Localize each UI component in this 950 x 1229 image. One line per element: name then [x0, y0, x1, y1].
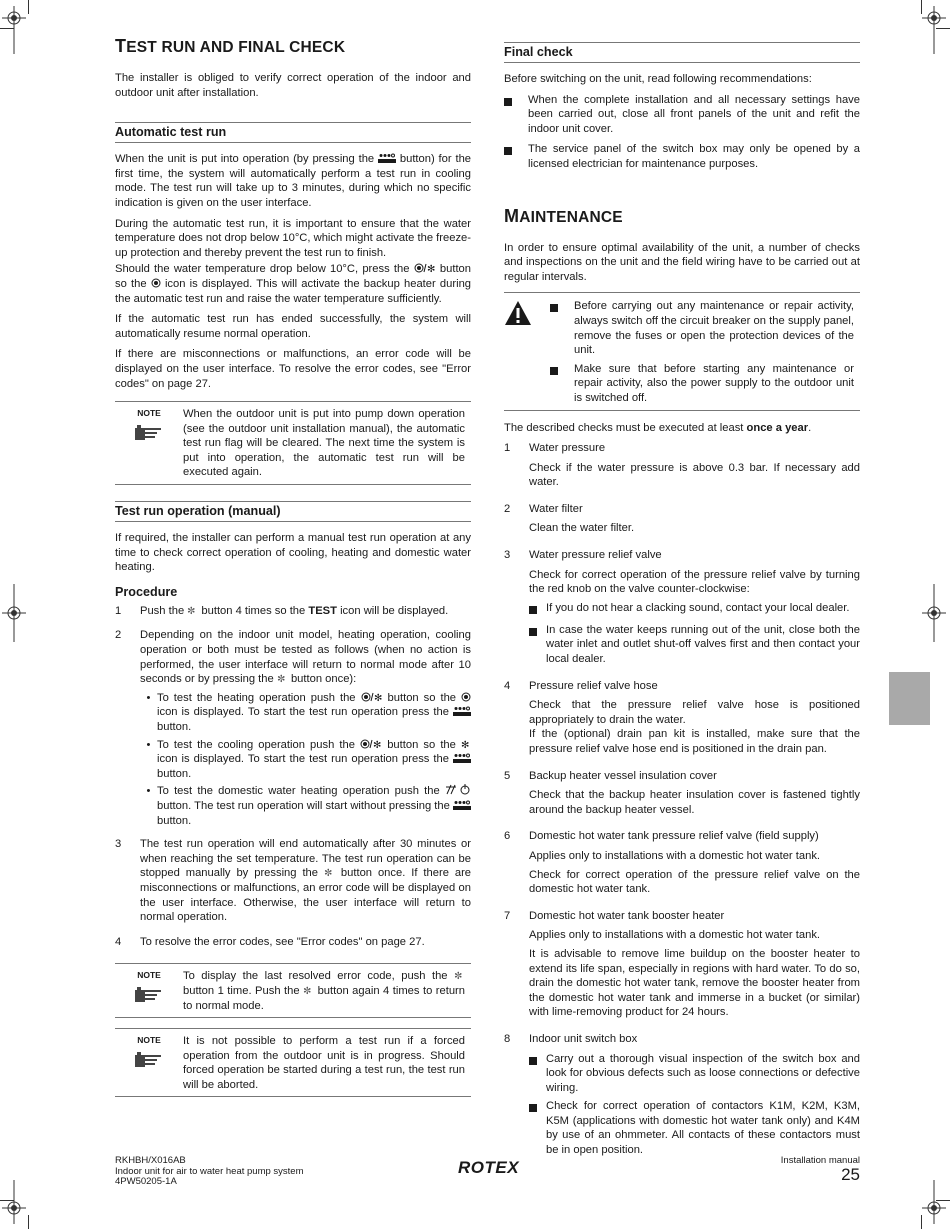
note-text: When the outdoor unit is put into pump down operation (see the outdoor unit installation manual), the automatic test run flag will be cleared. The next time the system is put into operation, the automatic test run will be executed again.	[183, 408, 465, 479]
check-bullet: If you do not hear a clacking sound, contact your local dealer.	[529, 601, 860, 619]
warning-item: Before carrying out any maintenance or repair activity, always switch off the circuit breaker on the supply panel, remove the fuses or open the protection devices of the unit.	[550, 299, 854, 357]
manual-paragraph: If required, the installer can perform a manual test run operation at any time to check correct operation of cooling, heating and domestic water heating.	[115, 532, 471, 574]
note-hand-icon	[133, 1051, 165, 1069]
maintenance-checks-list	[504, 441, 860, 1162]
footer-manual-label: Installation manual	[780, 1155, 860, 1166]
right-column	[504, 42, 860, 1170]
note-label: NOTE	[137, 1035, 161, 1046]
svg-text:✻: ✻	[373, 692, 382, 702]
svg-text:✼: ✼	[303, 985, 312, 995]
bullet-item: • To test the cooling operation push the ✻ button so the ✻ icon is displayed. To start the test run operation press the button.	[146, 738, 470, 780]
final-intro: Before switching on the unit, read following recommendations:	[504, 73, 812, 85]
note-box	[115, 1028, 471, 1097]
section-title-test-run: TEST RUN AND FINAL CHECK	[115, 36, 346, 56]
note-label: NOTE	[137, 970, 161, 981]
final-check-item: When the complete installation and all necessary settings have been carried out, close all front panels of the unit and refit the indoor unit cover.	[504, 93, 860, 137]
test-button-icon	[277, 673, 288, 683]
footer-doc-code: 4PW50205-1A	[115, 1176, 177, 1188]
maintenance-check-item	[504, 679, 860, 761]
check-description: Clean the water filter.	[529, 522, 635, 535]
auto-paragraph-2: During the automatic test run, it is important to ensure that the water temperature does not drop below 10°C, which might activate the freeze-up protection and thereby prevent the test run to finish.	[115, 217, 471, 259]
check-description: Check for correct operation of the pressure relief valve on the domestic hot water tank.	[529, 868, 860, 896]
check-number: 6	[504, 830, 511, 843]
auto-paragraph-1: When the unit is put into operation (by pressing the button) for the first time, the system will automatically perform a test run in cooling mode. The test run will take up to 3 minutes, during which no specific indication is given on the user interface.	[115, 153, 472, 209]
maintenance-check-item	[504, 909, 860, 1024]
check-number: 7	[504, 909, 511, 922]
check-number: 3	[504, 549, 511, 562]
cooling-icon	[461, 739, 471, 749]
registration-mark	[922, 1180, 946, 1224]
note-label: NOTE	[137, 408, 161, 419]
heading-final-check: Final check	[504, 42, 860, 63]
check-description: Check for correct operation of the pressure relief valve by turning the red knob on the valve counter-clockwise:	[529, 568, 860, 596]
checks-intro: The described checks must be executed at least once a year.	[504, 421, 812, 434]
bullet-item: • To test the domestic water heating operation push the button. The test run operation will start without pressing the button.	[140, 784, 471, 828]
maintenance-check-item	[504, 548, 860, 671]
footer-description: Indoor unit for air to water heat pump system	[115, 1165, 304, 1177]
check-description: Check that the backup heater insulation cover is fastened tightly around the backup heater vessel.	[529, 789, 860, 816]
registration-mark	[922, 584, 946, 642]
procedure-step: 3 The test run operation will end automatically after 30 minutes or when reaching the set temperature. The test run operation can be stopped manually by pressing the ✼ button once. If there are misconnections or malfunctions, an error code will be displayed on the user interface. Otherwise, the user interface will return to normal operation.	[115, 838, 472, 924]
check-number: 1	[504, 442, 511, 455]
maintenance-check-item	[504, 769, 860, 822]
bullet-item: • To test the heating operation push the ✻ button so the icon is displayed. To start the test run operation press the button.	[140, 691, 471, 735]
svg-text:✻: ✻	[426, 264, 436, 274]
page-number: 25	[841, 1165, 860, 1184]
heating-cooling-button-icon	[361, 692, 383, 702]
auto-paragraph-3: If the automatic test run has ended successfully, the system will automatically resume normal operation.	[115, 313, 471, 340]
note-hand-icon	[133, 986, 165, 1004]
heating-icon	[151, 278, 161, 288]
footer-left	[115, 1156, 304, 1188]
note-hand-icon	[133, 424, 165, 442]
check-title: Water pressure relief valve	[529, 549, 662, 562]
check-title: Domestic hot water tank booster heater	[529, 909, 725, 922]
procedure-step: 2 Depending on the indoor unit model, heating operation, cooling operation or both must be tested as follows (when no action is performed, the user interface will return to normal mode after 10 seconds or by pressing the ✼ button once): • To test the heating operation push the ✻ button so the icon is displayed. To start the test run operation press the button. • To test the cooling operation push the ✻ button so the ✻ icon is displayed. To start the test run operation press the button. • To test the domestic water heating operation push the button. The test run operation will start without pressing the button.	[115, 629, 471, 827]
procedure-step: 4 To resolve the error codes, see "Error codes" on page 27.	[115, 935, 425, 948]
note-box	[115, 963, 471, 1018]
test-button-icon	[187, 605, 198, 615]
on-off-button-icon	[453, 706, 471, 716]
maintenance-check-item	[504, 1032, 860, 1162]
check-bullet: In case the water keeps running out of the unit, close both the water inlet and outlet shut-off valves first and then contact your local dealer.	[529, 623, 860, 667]
registration-mark	[2, 584, 26, 642]
registration-mark	[922, 6, 946, 54]
svg-text:✻: ✻	[373, 739, 382, 749]
note-text: It is not possible to perform a test run if a forced operation from the outdoor unit is in progress. Should forced operation be started during a test run, the test run will be aborted.	[183, 1035, 465, 1091]
check-bullet: Carry out a thorough visual inspection of the switch box and look for obvious defects such as loose connections or defective wiring.	[529, 1052, 860, 1096]
intro-paragraph: The installer is obliged to verify correct operation of the indoor and outdoor unit after installation.	[115, 72, 471, 99]
crop-mark	[28, 1215, 29, 1229]
heating-cooling-button-icon	[360, 739, 382, 749]
maintenance-check-item	[504, 829, 860, 900]
heading-automatic-test-run: Automatic test run	[115, 122, 471, 143]
heating-cooling-button-icon	[414, 263, 436, 273]
svg-text:✻: ✻	[461, 739, 470, 749]
final-check-item: The service panel of the switch box may only be opened by a licensed electrician for maintenance purposes.	[504, 142, 860, 171]
procedure-heading: Procedure	[115, 584, 178, 599]
svg-text:✼: ✼	[187, 605, 196, 615]
check-title: Water pressure	[529, 442, 606, 455]
check-title: Water filter	[529, 502, 583, 515]
maintenance-intro: In order to ensure optimal availability of the unit, a number of checks and inspections on the unit and the field wiring have to be carried out at regular intervals.	[504, 241, 860, 283]
check-description: Applies only to installations with a domestic hot water tank.	[529, 929, 821, 942]
check-title: Domestic hot water tank pressure relief valve (field supply)	[529, 830, 819, 843]
svg-text:✼: ✼	[454, 971, 463, 981]
check-number: 5	[504, 769, 511, 782]
registration-mark	[2, 1180, 26, 1224]
check-description: It is advisable to remove lime buildup on the booster heater to extend its life span, especially in regions with hard water. To do so, drain the domestic hot water tank, remove the booster heater from the domestic hot water tank and immerse in a bucket (or similar) with lime-removing product for 24 hours.	[529, 947, 860, 1019]
warning-item: Make sure that before starting any maintenance or repair activity, also the power supply to the outdoor unit is switched off.	[550, 362, 854, 406]
test-button-icon	[303, 985, 314, 995]
test-button-icon	[324, 867, 335, 877]
note-box	[115, 401, 471, 485]
rotex-logo: ROTEX	[458, 1158, 520, 1177]
check-bullet: Check for correct operation of contactors K1M, K2M, K3M, K5M (applications with domestic hot water tank only) and K4M by use of an ohmmeter. All contacts of these contactors must be in open position.	[529, 1099, 860, 1157]
test-button-icon	[454, 970, 465, 980]
on-off-button-icon	[453, 753, 471, 763]
maintenance-check-item	[504, 502, 860, 540]
check-title: Indoor unit switch box	[529, 1032, 638, 1045]
crop-mark	[28, 0, 29, 14]
check-description: Applies only to installations with a domestic hot water tank.	[529, 849, 821, 862]
heading-test-run-manual: Test run operation (manual)	[115, 501, 471, 522]
warning-icon	[504, 300, 532, 326]
check-title: Backup heater vessel insulation cover	[529, 769, 717, 782]
footer-model: RKHBH/X016AB	[115, 1155, 186, 1166]
auto-paragraph-4: If there are misconnections or malfunctions, an error code will be displayed on the user interface. To resolve the error codes, see "Error codes" on page 27.	[115, 348, 471, 390]
check-title: Pressure relief valve hose	[529, 679, 658, 692]
check-description: Check that the pressure relief valve hose is positioned appropriately to drain the water. If the (optional) drain pan kit is installed, make sure that the pressure relief valve hose end is positioned in the drain pan.	[529, 699, 860, 755]
heating-icon	[461, 692, 471, 702]
procedure-step: 1 Push the ✼ button 4 times so the TEST icon will be displayed.	[115, 604, 449, 617]
on-off-button-icon	[453, 800, 471, 810]
left-column	[115, 36, 471, 1107]
domestic-hot-water-icon	[445, 784, 471, 795]
page-side-tab	[889, 672, 930, 725]
maintenance-check-item	[504, 441, 860, 494]
check-number: 8	[504, 1032, 511, 1045]
check-number: 2	[504, 502, 511, 515]
registration-mark	[2, 6, 26, 54]
svg-text:✼: ✼	[323, 868, 333, 878]
check-number: 4	[504, 679, 511, 692]
auto-paragraph-2b: Should the water temperature drop below 10°C, press the ✻ button so the icon is displayed. This will activate the backup heater during the automatic test run and raise the water temperature sufficiently.	[115, 263, 472, 305]
warning-box	[504, 292, 860, 410]
on-off-button-icon	[378, 153, 396, 163]
check-description: Check if the water pressure is above 0.3 bar. If necessary add water.	[529, 461, 860, 489]
section-title-maintenance: MAINTENANCE	[504, 205, 623, 226]
svg-text:✼: ✼	[276, 674, 286, 684]
note-text: To display the last resolved error code, push the ✼ button 1 time. Push the ✼ button again 4 times to return to normal mode.	[183, 970, 466, 1012]
